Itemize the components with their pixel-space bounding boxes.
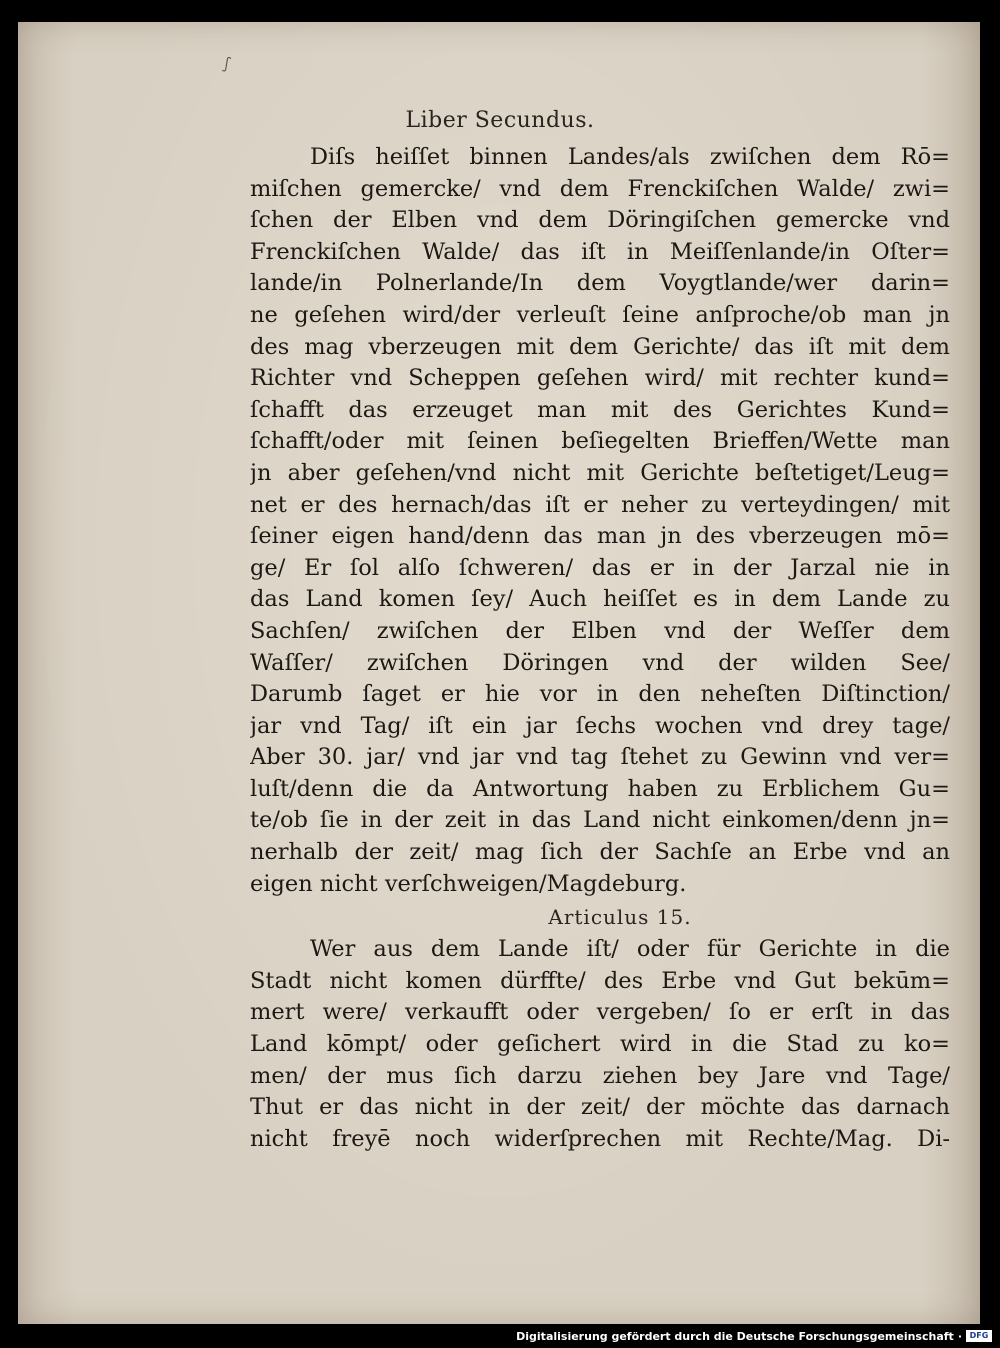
- text-line: Wer aus dem Lande iſt/ oder für Gerichte in die: [310, 936, 950, 963]
- text-line: jar vnd Tag/ iſt ein jar ſechs wochen vnd drey tage/: [250, 712, 950, 739]
- corner-mark: ഽ: [222, 56, 233, 72]
- text-line: Waſſer/ zwiſchen Döringen vnd der wilden See/: [250, 649, 950, 676]
- text-line: Diſs heiſſet binnen Landes/als zwiſchen dem Rō=: [310, 144, 950, 170]
- running-head: Liber Secundus.: [405, 108, 595, 133]
- text-line: Richter vnd Scheppen geſehen wird/ mit rechter kund=: [250, 365, 950, 392]
- text-line: Stadt nicht komen dürffte/ des Erbe vnd Gut bekūm=: [250, 967, 950, 994]
- dfg-logo-icon: DFG: [966, 1330, 992, 1342]
- text-line: men/ der mus ſich darzu ziehen bey Jare vnd Tage/: [250, 1062, 950, 1089]
- text-line: eigen nicht verſchweigen/Magdeburg.: [250, 870, 687, 897]
- footer: [516, 1328, 992, 1344]
- text-line: Frenckiſchen Walde/ das iſt in Meiſſenlande/in Oſter=: [250, 238, 950, 265]
- text-line: te/ob ſie in der zeit in das Land nicht einkomen/denn jn=: [250, 807, 950, 834]
- text-line: ne geſehen wird/der verleuſt ſeine anſproche/ob man jn: [250, 301, 950, 328]
- footer-text: Digitalisierung gefördert durch die Deutsche Forschungsgemeinschaft: [516, 1329, 954, 1343]
- text-line: lande/in Polnerlande/In dem Voygtlande/wer darin=: [250, 270, 950, 297]
- text-line: ſchen der Elben vnd dem Döringiſchen gemercke vnd: [250, 207, 950, 234]
- text-line: das Land komen ſey/ Auch heiſſet es in dem Lande zu: [250, 586, 950, 613]
- text-line: ſeiner eigen hand/denn das man jn des vberzeugen mō=: [250, 523, 950, 550]
- article-heading: Articulus 15.: [548, 905, 692, 930]
- text-line: Aber 30. jar/ vnd jar vnd tag ſtehet zu Gewinn vnd ver=: [250, 744, 950, 771]
- text-line: Thut er das nicht in der zeit/ der möchte das darnach: [250, 1094, 950, 1121]
- text-line: miſchen gemercke/ vnd dem Frenckiſchen Walde/ zwi=: [250, 175, 950, 202]
- text-block: [250, 142, 950, 1155]
- text-line: mert were/ verkaufft oder vergeben/ ſo er erſt in das: [250, 999, 950, 1026]
- text-line: luſt/denn die da Antwortung haben zu Erblichem Gu=: [250, 775, 950, 802]
- text-line: net er des hernach/das iſt er neher zu verteydingen/ mit: [250, 491, 950, 518]
- text-line: ſchafft das erzeuget man mit des Gerichtes Kund=: [250, 396, 950, 423]
- text-line: nerhalb der zeit/ mag ſich der Sachſe an Erbe vnd an: [250, 839, 950, 866]
- text-line: des mag vberzeugen mit dem Gerichte/ das iſt mit dem: [250, 333, 950, 360]
- text-line: Darumb ſaget er hie vor in den neheſten Diſtinction/: [250, 681, 950, 708]
- text-line: Land kōmpt/ oder geſichert wird in die Stad zu ko=: [250, 1031, 950, 1058]
- text-line: Sachſen/ zwiſchen der Elben vnd der Weſſer dem: [250, 617, 950, 644]
- text-line: jn aber geſehen/vnd nicht mit Gerichte beſtetiget/Leug=: [250, 459, 950, 486]
- footer-separator: ·: [957, 1329, 962, 1343]
- text-line: nicht freyē noch widerſprechen mit Rechte/Mag. Di-: [250, 1125, 950, 1152]
- text-line: ſchafft/oder mit ſeinen beſiegelten Brieffen/Wette man: [250, 428, 950, 455]
- text-line: ge/ Er ſol alſo ſchweren/ das er in der Jarzal nie in: [250, 554, 950, 581]
